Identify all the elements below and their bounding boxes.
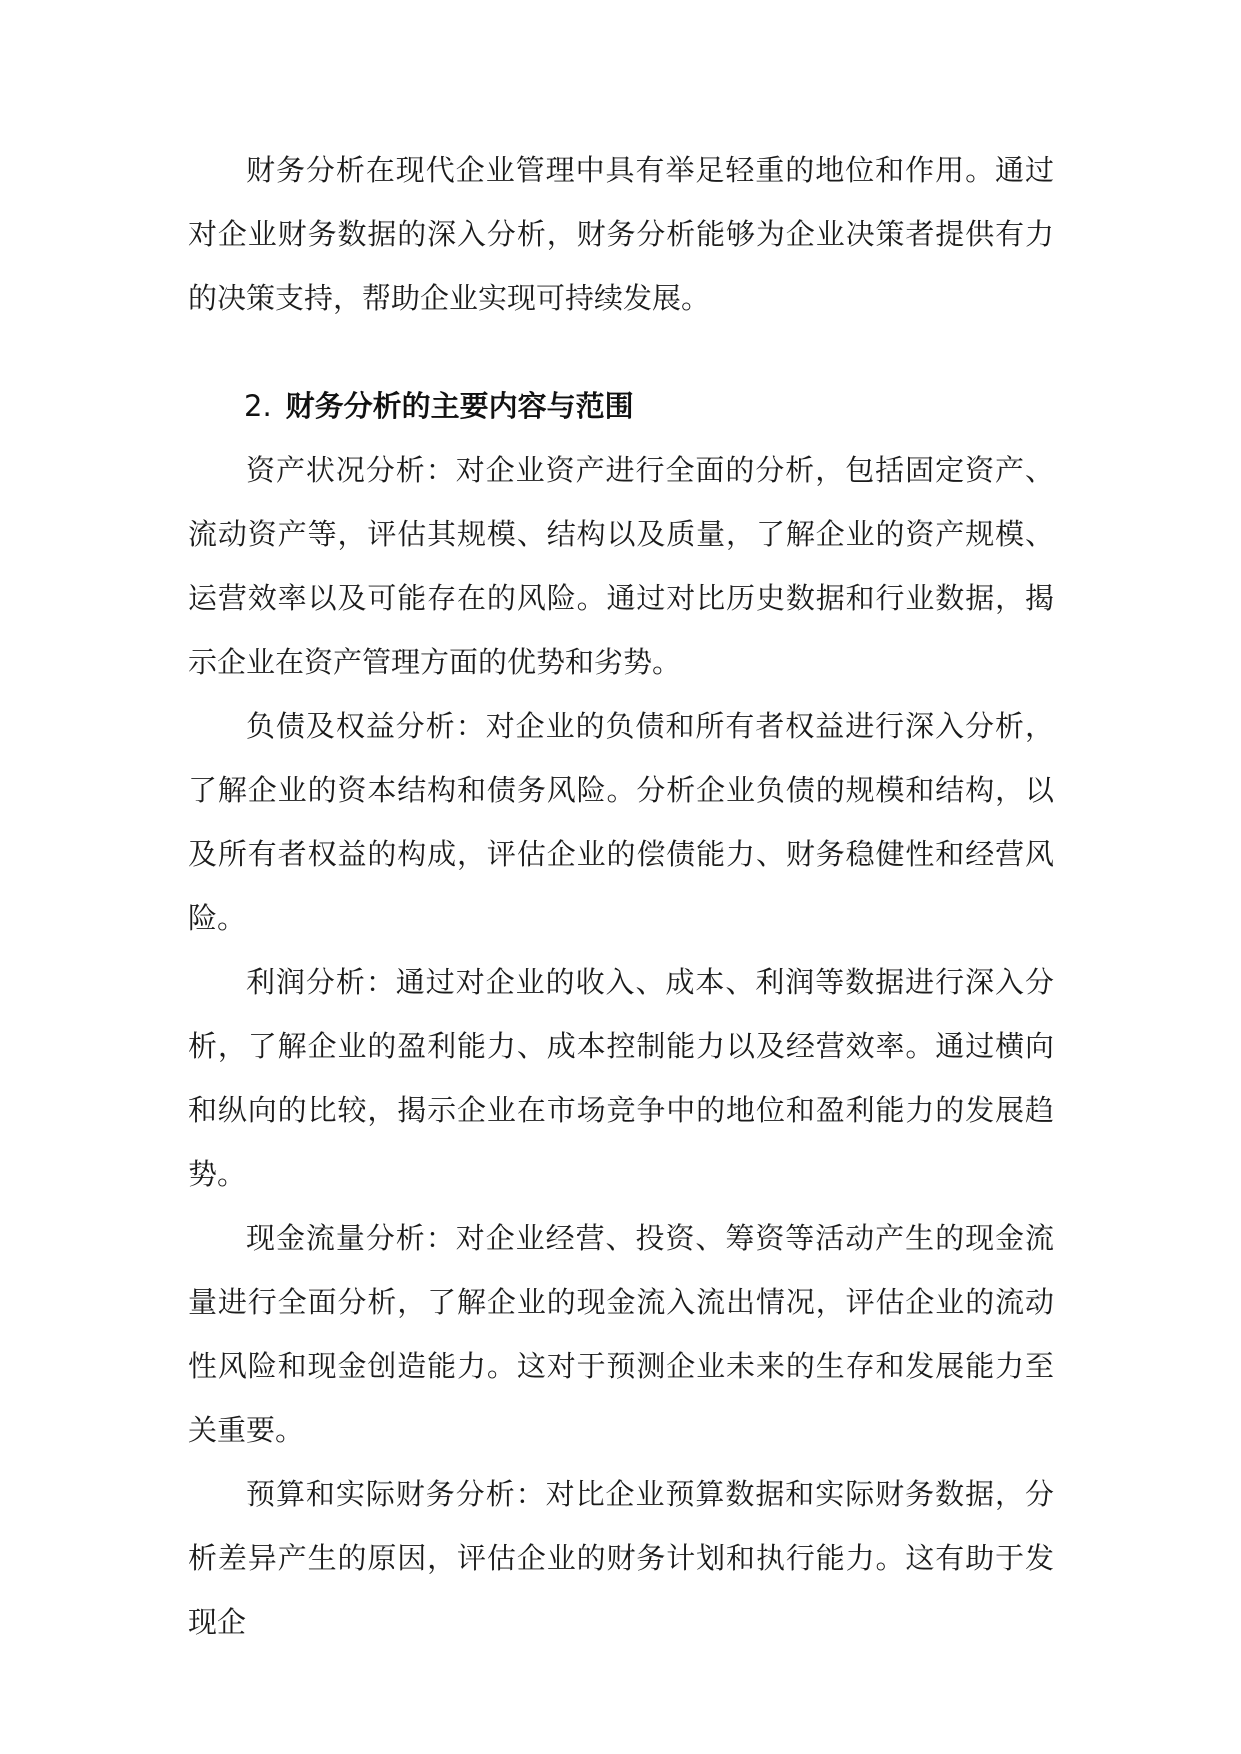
paragraph-cashflow-analysis: 现金流量分析：对企业经营、投资、筹资等活动产生的现金流量进行全面分析，了解企业的现金流入流出情况，评估企业的流动性风险和现金创造能力。这对于预测企业未来的生存和发展能力至关重要。 — [188, 1221, 1054, 1447]
paragraph-profit-analysis: 利润分析：通过对企业的收入、成本、利润等数据进行深入分析，了解企业的盈利能力、成本控制能力以及经营效率。通过横向和纵向的比较，揭示企业在市场竞争中的地位和盈利能力的发展趋势。 — [188, 965, 1054, 1191]
paragraph-liability-equity-analysis: 负债及权益分析：对企业的负债和所有者权益进行深入分析，了解企业的资本结构和债务风险。分析企业负债的规模和结构，以及所有者权益的构成，评估企业的偿债能力、财务稳健性和经营风险。 — [188, 709, 1054, 935]
section-heading — [188, 374, 1054, 438]
section-title: 财务分析的主要内容与范围 — [285, 389, 634, 423]
section-number: 2. — [244, 389, 272, 423]
document-body — [188, 138, 1054, 1654]
intro-paragraph: 财务分析在现代企业管理中具有举足轻重的地位和作用。通过对企业财务数据的深入分析，财务分析能够为企业决策者提供有力的决策支持，帮助企业实现可持续发展。 — [188, 153, 1054, 315]
paragraph-asset-analysis: 资产状况分析：对企业资产进行全面的分析，包括固定资产、流动资产等，评估其规模、结构以及质量，了解企业的资产规模、运营效率以及可能存在的风险。通过对比历史数据和行业数据，揭示企业在资产管理方面的优势和劣势。 — [188, 453, 1054, 679]
paragraph-budget-analysis: 预算和实际财务分析：对比企业预算数据和实际财务数据，分析差异产生的原因，评估企业的财务计划和执行能力。这有助于发现企 — [188, 1477, 1054, 1639]
